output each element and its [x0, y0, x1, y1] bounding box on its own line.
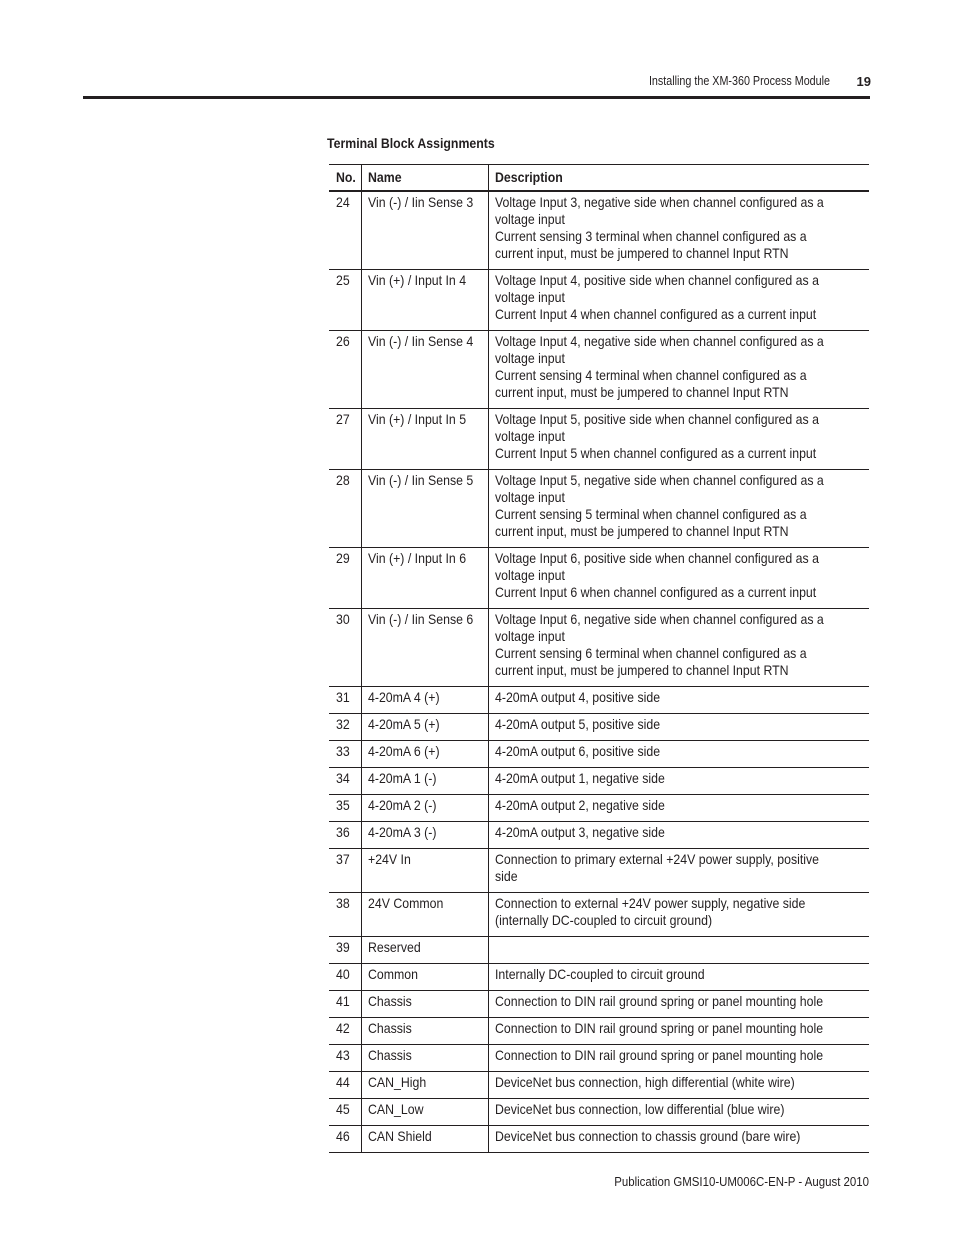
description-line: voltage input: [495, 428, 566, 444]
terminal-number: 41: [329, 991, 362, 1018]
terminal-block-table: [329, 164, 869, 1153]
terminal-number: 31: [329, 687, 362, 714]
table-row: [329, 409, 869, 470]
terminal-description: [489, 937, 869, 964]
table-row: [329, 849, 869, 893]
table-row: [329, 331, 869, 409]
terminal-name: 4-20mA 2 (-): [362, 795, 489, 822]
description-line: Internally DC-coupled to circuit ground: [495, 966, 705, 982]
terminal-name: +24V In: [362, 849, 489, 893]
description-line: DeviceNet bus connection, low differential (blue wire): [495, 1101, 785, 1117]
terminal-number: 37: [329, 849, 362, 893]
table-row: [329, 687, 869, 714]
terminal-name: 24V Common: [362, 893, 489, 937]
table-row: [329, 548, 869, 609]
description-line: voltage input: [495, 289, 566, 305]
terminal-name: 4-20mA 4 (+): [362, 687, 489, 714]
terminal-number: 44: [329, 1072, 362, 1099]
terminal-description: [489, 548, 869, 609]
column-header-name: Name: [362, 165, 489, 192]
description-line: Current sensing 4 terminal when channel configured as a: [495, 367, 808, 383]
terminal-number: 26: [329, 331, 362, 409]
terminal-number: 45: [329, 1099, 362, 1126]
table-row: [329, 1018, 869, 1045]
description-line: current input, must be jumpered to channel Input RTN: [495, 523, 789, 539]
description-line: Voltage Input 4, negative side when channel configured as a: [495, 333, 825, 349]
terminal-number: 25: [329, 270, 362, 331]
terminal-number: 24: [329, 191, 362, 270]
terminal-number: 40: [329, 964, 362, 991]
column-header-description: Description: [489, 165, 869, 192]
terminal-description: [489, 714, 869, 741]
table-row: [329, 1099, 869, 1126]
terminal-name: Vin (+) / Input In 6: [362, 548, 489, 609]
description-line: 4-20mA output 4, positive side: [495, 689, 661, 705]
terminal-name: Chassis: [362, 1018, 489, 1045]
publication-footer: Publication GMSI10-UM006C-EN-P - August 2010: [614, 1174, 869, 1189]
terminal-name: CAN Shield: [362, 1126, 489, 1153]
description-line: Voltage Input 3, negative side when channel configured as a: [495, 194, 825, 210]
terminal-number: 46: [329, 1126, 362, 1153]
description-line: Connection to DIN rail ground spring or panel mounting hole: [495, 1047, 824, 1063]
terminal-description: [489, 822, 869, 849]
terminal-description: [489, 1126, 869, 1153]
table-row: [329, 937, 869, 964]
table-row: [329, 768, 869, 795]
terminal-description: [489, 191, 869, 270]
table-row: [329, 470, 869, 548]
terminal-name: Chassis: [362, 1045, 489, 1072]
table-row: [329, 822, 869, 849]
terminal-description: [489, 1045, 869, 1072]
terminal-description: [489, 270, 869, 331]
description-line: Current sensing 3 terminal when channel configured as a: [495, 228, 808, 244]
table-row: [329, 741, 869, 768]
terminal-description: [489, 768, 869, 795]
terminal-name: 4-20mA 1 (-): [362, 768, 489, 795]
terminal-description: [489, 893, 869, 937]
table-row: [329, 714, 869, 741]
terminal-description: [489, 964, 869, 991]
table-row: [329, 1072, 869, 1099]
table-row: [329, 893, 869, 937]
description-line: current input, must be jumpered to channel Input RTN: [495, 384, 789, 400]
description-line: Voltage Input 5, negative side when channel configured as a: [495, 472, 825, 488]
description-line: 4-20mA output 1, negative side: [495, 770, 666, 786]
column-header-no: No.: [329, 165, 362, 192]
description-line: DeviceNet bus connection to chassis ground (bare wire): [495, 1128, 801, 1144]
terminal-description: [489, 741, 869, 768]
terminal-name: CAN_Low: [362, 1099, 489, 1126]
description-line: Voltage Input 6, negative side when channel configured as a: [495, 611, 825, 627]
terminal-description: [489, 609, 869, 687]
description-line: (internally DC-coupled to circuit ground): [495, 912, 713, 928]
table-row: [329, 1126, 869, 1153]
terminal-description: [489, 470, 869, 548]
table-title: Terminal Block Assignments: [327, 135, 495, 151]
description-line: 4-20mA output 2, negative side: [495, 797, 666, 813]
terminal-description: [489, 687, 869, 714]
description-line: Current Input 4 when channel configured as a current input: [495, 306, 817, 322]
description-line: Voltage Input 4, positive side when channel configured as a: [495, 272, 820, 288]
description-line: current input, must be jumpered to channel Input RTN: [495, 245, 789, 261]
terminal-number: 34: [329, 768, 362, 795]
description-line: Connection to external +24V power supply, negative side: [495, 895, 806, 911]
table-body: [329, 191, 869, 1153]
terminal-name: 4-20mA 3 (-): [362, 822, 489, 849]
terminal-name: Vin (-) / Iin Sense 5: [362, 470, 489, 548]
description-line: 4-20mA output 6, positive side: [495, 743, 661, 759]
table-row: [329, 191, 869, 270]
description-line: Connection to DIN rail ground spring or panel mounting hole: [495, 993, 824, 1009]
terminal-number: 32: [329, 714, 362, 741]
terminal-name: Common: [362, 964, 489, 991]
description-line: current input, must be jumpered to channel Input RTN: [495, 662, 789, 678]
page-number: 19: [856, 74, 871, 89]
terminal-description: [489, 409, 869, 470]
description-line: Current sensing 6 terminal when channel configured as a: [495, 645, 808, 661]
table-row: [329, 964, 869, 991]
description-line: Voltage Input 5, positive side when channel configured as a: [495, 411, 820, 427]
description-line: voltage input: [495, 211, 566, 227]
description-line: Current sensing 5 terminal when channel configured as a: [495, 506, 808, 522]
terminal-description: [489, 991, 869, 1018]
terminal-description: [489, 1072, 869, 1099]
terminal-number: 27: [329, 409, 362, 470]
header-rule: [83, 96, 870, 99]
table-header-row: [329, 165, 869, 192]
description-line: 4-20mA output 5, positive side: [495, 716, 661, 732]
description-line: voltage input: [495, 628, 566, 644]
table-row: [329, 270, 869, 331]
description-line: [495, 939, 498, 956]
terminal-name: Vin (-) / Iin Sense 3: [362, 191, 489, 270]
table-row: [329, 991, 869, 1018]
terminal-description: [489, 849, 869, 893]
description-line: Current Input 5 when channel configured as a current input: [495, 445, 817, 461]
description-line: Voltage Input 6, positive side when channel configured as a: [495, 550, 820, 566]
table-row: [329, 1045, 869, 1072]
terminal-name: Vin (+) / Input In 4: [362, 270, 489, 331]
terminal-name: Vin (-) / Iin Sense 6: [362, 609, 489, 687]
terminal-number: 29: [329, 548, 362, 609]
running-header: Installing the XM-360 Process Module: [648, 74, 830, 88]
terminal-number: 35: [329, 795, 362, 822]
terminal-name: Vin (-) / Iin Sense 4: [362, 331, 489, 409]
terminal-name: Vin (+) / Input In 5: [362, 409, 489, 470]
description-line: voltage input: [495, 350, 566, 366]
description-line: voltage input: [495, 489, 566, 505]
terminal-description: [489, 1099, 869, 1126]
terminal-number: 30: [329, 609, 362, 687]
description-line: Connection to primary external +24V power supply, positive: [495, 851, 820, 867]
description-line: side: [495, 868, 518, 884]
terminal-name: Chassis: [362, 991, 489, 1018]
description-line: Connection to DIN rail ground spring or panel mounting hole: [495, 1020, 824, 1036]
terminal-number: 36: [329, 822, 362, 849]
terminal-number: 28: [329, 470, 362, 548]
description-line: Current Input 6 when channel configured as a current input: [495, 584, 817, 600]
terminal-number: 38: [329, 893, 362, 937]
terminal-number: 33: [329, 741, 362, 768]
table-row: [329, 609, 869, 687]
description-line: 4-20mA output 3, negative side: [495, 824, 666, 840]
terminal-number: 42: [329, 1018, 362, 1045]
table-row: [329, 795, 869, 822]
description-line: DeviceNet bus connection, high differential (white wire): [495, 1074, 796, 1090]
terminal-number: 43: [329, 1045, 362, 1072]
terminal-name: Reserved: [362, 937, 489, 964]
terminal-name: 4-20mA 5 (+): [362, 714, 489, 741]
description-line: voltage input: [495, 567, 566, 583]
terminal-name: 4-20mA 6 (+): [362, 741, 489, 768]
terminal-description: [489, 331, 869, 409]
terminal-description: [489, 1018, 869, 1045]
terminal-description: [489, 795, 869, 822]
terminal-number: 39: [329, 937, 362, 964]
terminal-name: CAN_High: [362, 1072, 489, 1099]
